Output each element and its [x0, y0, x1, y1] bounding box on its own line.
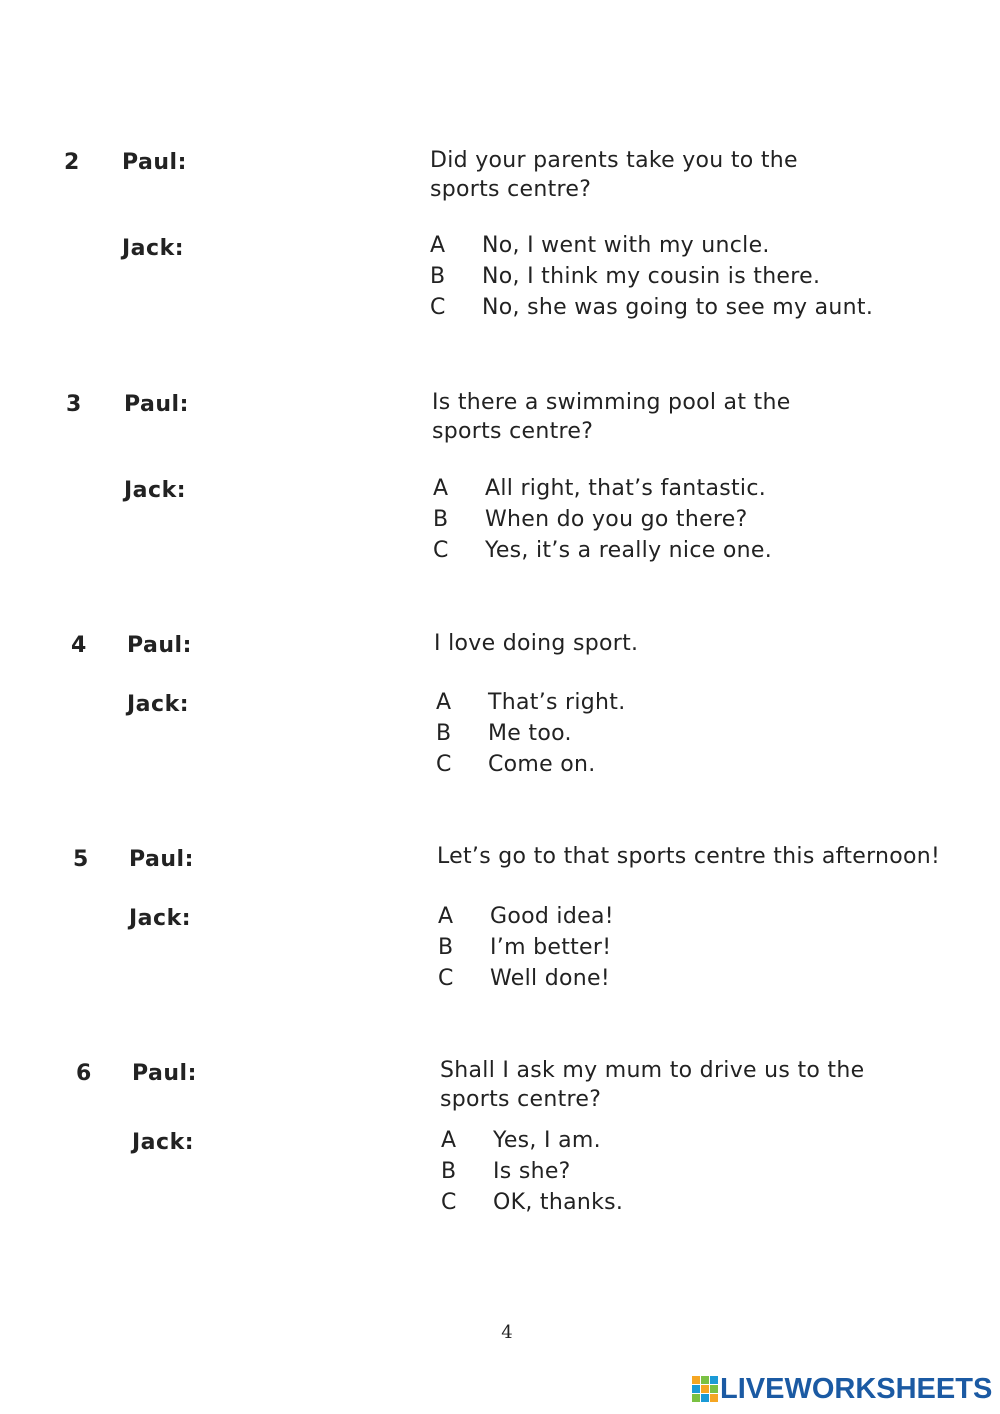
prompt-line: I love doing sport. [434, 631, 639, 656]
logo-text: LIVEWORKSHEETS [720, 1372, 993, 1405]
prompt-line: sports centre? [432, 419, 594, 444]
option-b[interactable]: B When do you go there? [433, 507, 748, 532]
option-a[interactable]: A Yes, I am. [441, 1128, 601, 1153]
option-a[interactable]: A Good idea! [438, 904, 614, 929]
paul-prompt [437, 842, 940, 871]
question-number: 5 [73, 847, 89, 872]
option-b[interactable]: B No, I think my cousin is there. [430, 264, 821, 289]
option-c[interactable]: C Yes, it’s a really nice one. [433, 538, 772, 563]
speaker-jack: Jack: [129, 906, 192, 931]
speaker-jack: Jack: [127, 692, 190, 717]
prompt-line: Did your parents take you to the [430, 148, 798, 173]
option-c[interactable]: C Well done! [438, 966, 610, 991]
option-b[interactable]: B Me too. [436, 721, 572, 746]
speaker-jack: Jack: [122, 236, 185, 261]
paul-prompt [440, 1056, 864, 1114]
speaker-paul: Paul: [129, 847, 194, 872]
paul-prompt [430, 146, 798, 204]
question-number: 2 [64, 150, 80, 175]
prompt-line: Is there a swimming pool at the [432, 390, 791, 415]
speaker-jack: Jack: [124, 478, 187, 503]
option-b[interactable]: B Is she? [441, 1159, 571, 1184]
option-c[interactable]: C No, she was going to see my aunt. [430, 295, 874, 320]
option-a[interactable]: A That’s right. [436, 690, 626, 715]
question-number: 4 [71, 633, 87, 658]
speaker-jack: Jack: [132, 1130, 195, 1155]
page-number: 4 [501, 1322, 513, 1343]
prompt-line: Shall I ask my mum to drive us to the [440, 1058, 865, 1083]
answer-options [441, 1125, 623, 1218]
prompt-line: sports centre? [430, 177, 592, 202]
speaker-paul: Paul: [132, 1061, 197, 1086]
answer-options [430, 230, 873, 323]
speaker-paul: Paul: [122, 150, 187, 175]
speaker-paul: Paul: [124, 392, 189, 417]
liveworksheets-mark-icon [692, 1376, 718, 1402]
answer-options [436, 687, 626, 780]
prompt-line: Let’s go to that sports centre this afternoon! [437, 844, 941, 869]
paul-prompt [432, 388, 791, 446]
answer-options [433, 473, 772, 566]
paul-prompt [434, 629, 638, 658]
option-a[interactable]: A No, I went with my uncle. [430, 233, 770, 258]
option-c[interactable]: C OK, thanks. [441, 1190, 624, 1215]
option-b[interactable]: B I’m better! [438, 935, 612, 960]
speaker-paul: Paul: [127, 633, 192, 658]
option-c[interactable]: C Come on. [436, 752, 596, 777]
answer-options [438, 901, 614, 994]
liveworksheets-logo [692, 1372, 992, 1406]
question-number: 6 [76, 1061, 92, 1086]
question-number: 3 [66, 392, 82, 417]
option-a[interactable]: A All right, that’s fantastic. [433, 476, 767, 501]
prompt-line: sports centre? [440, 1087, 602, 1112]
